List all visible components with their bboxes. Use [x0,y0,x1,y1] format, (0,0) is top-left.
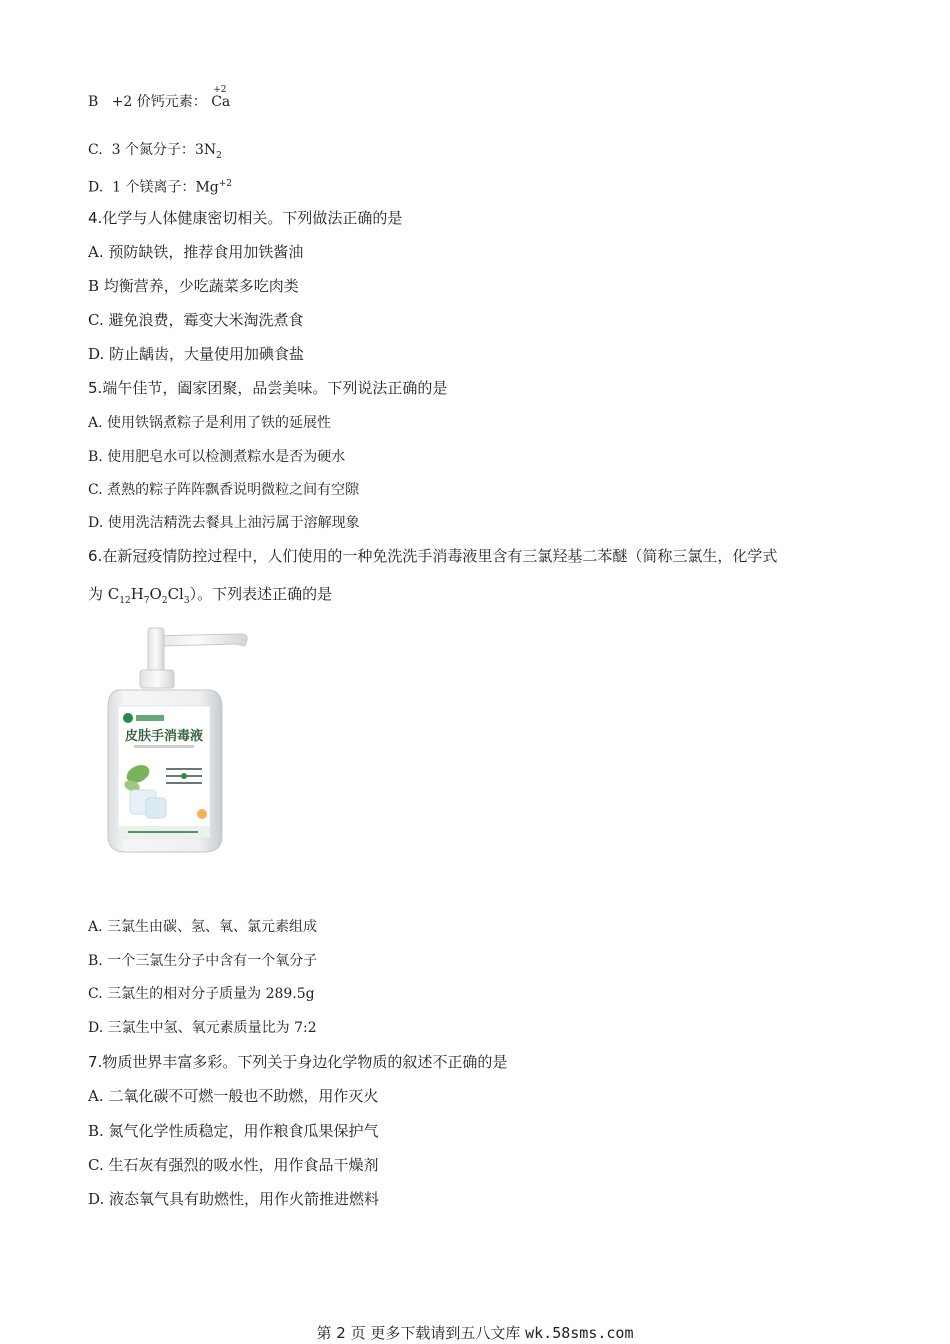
formula-sub: 12 [119,596,131,606]
question-number: 4 [88,209,98,227]
q4-option-a: A. 预防缺铁，推荐食用加铁酱油 [88,243,304,261]
q7-option-a: A. 二氧化碳不可燃一般也不助燃，用作灭火 [88,1087,379,1105]
valence-notation [211,85,231,112]
q4-option-c: C. 避免浪费，霉变大米淘洗煮食 [88,311,304,329]
q5-option-d: D. 使用洗洁精洗去餐具上油污属于溶解现象 [88,515,360,531]
element-symbol: Ca [211,94,231,110]
option-label: D. [88,179,104,196]
question-number: 5 [88,379,98,397]
q6-stem-line2 [88,584,332,611]
question-text: 为 C [88,585,120,603]
footer-prefix: 第 [316,1324,337,1342]
q6-stem-line1 [88,546,777,566]
formula-part: Cl [167,585,184,603]
footer-text: 页 更多下载请到五八文库 [345,1324,526,1342]
question-number: 6 [88,547,98,565]
option-label: B [88,94,99,110]
formula-part: H [130,585,144,603]
q7-option-c: C. 生石灰有强烈的吸水性，用作食品干燥剂 [88,1156,379,1174]
question-text: .物质世界丰富多彩。下列关于身边化学物质的叙述不正确的是 [97,1053,508,1071]
q6-option-d: D. 三氯生中氢、氧元素质量比为 7:2 [88,1020,317,1036]
question-text: .在新冠疫情防控过程中，人们使用的一种免洗洗手消毒液里含有三氯羟基二苯醚（简称三氯生，化学式 [97,547,778,565]
q4-stem [88,208,402,228]
q3-option-c [88,140,222,166]
q5-stem [88,378,447,398]
option-text: 1 个镁离子： [112,179,196,196]
bottle-label-text: 皮肤手消毒液 [124,729,204,744]
formula: Mg [195,179,219,196]
option-text: 3 个氮分子： [111,142,195,158]
q7-option-b: B. 氮气化学性质稳定，用作粮食瓜果保护气 [88,1122,379,1140]
q7-stem [88,1052,507,1072]
q5-option-c: C. 煮熟的粽子阵阵飘香说明微粒之间有空隙 [88,482,360,498]
formula-sub: 2 [216,150,222,161]
q3-option-b [88,85,231,112]
question-text: .化学与人体健康密切相关。下列做法正确的是 [97,209,403,227]
q4-option-d: D. 防止龋齿，大量使用加碘食盐 [88,345,305,363]
question-number: 7 [88,1053,98,1071]
formula: 3N [194,142,217,158]
option-text: +2 价钙元素： [111,94,207,110]
q6-option-a: A. 三氯生由碳、氢、氧、氯元素组成 [88,919,318,935]
question-text: ）。下列表述正确的是 [189,585,333,603]
q3-option-d [88,174,232,198]
q5-option-b: B. 使用肥皂水可以检测煮粽水是否为硬水 [88,449,346,465]
q7-option-d: D. 液态氧气具有助燃性，用作火箭推进燃料 [88,1190,380,1208]
hand-sanitizer-bottle-image [104,624,254,856]
footer-site-link[interactable]: wk.58sms.com [525,1324,634,1342]
formula-sub: 7 [143,596,150,606]
option-label: C. [88,142,103,158]
formula-sup: +2 [218,179,233,189]
page-number: 2 [336,1324,346,1342]
question-text: .端午佳节，阖家团聚，品尝美味。下列说法正确的是 [97,379,448,397]
formula-sub: 3 [183,596,190,606]
page-footer [0,1322,950,1343]
q5-option-a: A. 使用铁锅煮粽子是利用了铁的延展性 [88,415,332,431]
q4-option-b: B 均衡营养，少吃蔬菜多吃肉类 [88,277,299,295]
formula-part: O [149,585,162,603]
q6-option-c: C. 三氯生的相对分子质量为 289.5g [88,986,315,1002]
formula-sub: 2 [161,596,168,606]
valence-sup: +2 [213,85,227,95]
q6-option-b: B. 一个三氯生分子中含有一个氧分子 [88,953,318,969]
